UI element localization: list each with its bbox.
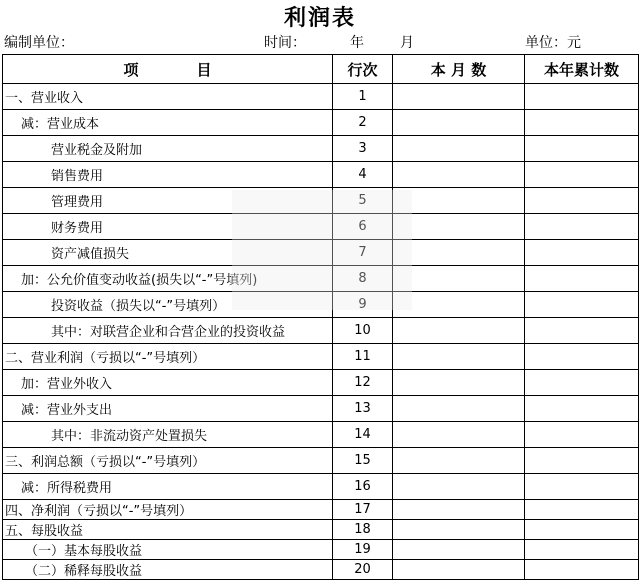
- time-label: 时间：: [264, 35, 306, 51]
- cell-ytd[interactable]: [525, 560, 639, 580]
- cell-this-month[interactable]: [393, 266, 525, 292]
- header-item: [3, 55, 333, 84]
- table-row: [3, 520, 639, 540]
- table-row: [3, 84, 639, 110]
- header-ytd: 本年累计数: [525, 55, 639, 84]
- income-statement-table: [2, 54, 639, 580]
- row-line-number: 19: [333, 540, 393, 560]
- cell-this-month[interactable]: [393, 422, 525, 448]
- cell-ytd[interactable]: [525, 110, 639, 136]
- row-line-number: 17: [333, 500, 393, 520]
- header-this-month: 本 月 数: [393, 55, 525, 84]
- cell-ytd[interactable]: [525, 396, 639, 422]
- table-row: [3, 318, 639, 344]
- cell-this-month[interactable]: [393, 370, 525, 396]
- row-item-label: 资产减值损失: [3, 240, 333, 266]
- table-row: [3, 474, 639, 500]
- table-row: [3, 396, 639, 422]
- reporting-unit-label: 编制单位：: [4, 35, 74, 51]
- cell-ytd[interactable]: [525, 162, 639, 188]
- cell-ytd[interactable]: [525, 422, 639, 448]
- table-row: [3, 344, 639, 370]
- year-label: 年: [350, 35, 364, 51]
- cell-ytd[interactable]: [525, 500, 639, 520]
- cell-this-month[interactable]: [393, 110, 525, 136]
- row-line-number: 6: [333, 214, 393, 240]
- table-row: [3, 110, 639, 136]
- cell-ytd[interactable]: [525, 370, 639, 396]
- row-line-number: 2: [333, 110, 393, 136]
- cell-this-month[interactable]: [393, 162, 525, 188]
- row-line-number: 18: [333, 520, 393, 540]
- row-item-label: 销售费用: [3, 162, 333, 188]
- cell-this-month[interactable]: [393, 84, 525, 110]
- cell-this-month[interactable]: [393, 396, 525, 422]
- table-row: [3, 422, 639, 448]
- row-line-number: 13: [333, 396, 393, 422]
- cell-ytd[interactable]: [525, 474, 639, 500]
- row-item-label: 四、净利润（亏损以“-”号填列）: [3, 500, 333, 520]
- currency-unit-label: 单位：元: [525, 35, 581, 51]
- cell-ytd[interactable]: [525, 318, 639, 344]
- row-line-number: 8: [333, 266, 393, 292]
- row-item-label: 减：所得税费用: [3, 474, 333, 500]
- row-item-label: 一、营业收入: [3, 84, 333, 110]
- row-item-label: 减：营业成本: [3, 110, 333, 136]
- row-line-number: 7: [333, 240, 393, 266]
- cell-ytd[interactable]: [525, 214, 639, 240]
- row-line-number: 9: [333, 292, 393, 318]
- table-row: [3, 448, 639, 474]
- row-line-number: 10: [333, 318, 393, 344]
- row-line-number: 15: [333, 448, 393, 474]
- cell-this-month[interactable]: [393, 500, 525, 520]
- cell-ytd[interactable]: [525, 292, 639, 318]
- cell-this-month[interactable]: [393, 318, 525, 344]
- row-item-label: 三、利润总额（亏损以“-”号填列）: [3, 448, 333, 474]
- row-item-label: 投资收益（损失以“-”号填列）: [3, 292, 333, 318]
- cell-ytd[interactable]: [525, 448, 639, 474]
- row-item-label: 减：营业外支出: [3, 396, 333, 422]
- cell-this-month[interactable]: [393, 520, 525, 540]
- cell-ytd[interactable]: [525, 84, 639, 110]
- table-row: [3, 540, 639, 560]
- cell-ytd[interactable]: [525, 188, 639, 214]
- row-item-label: 其中：非流动资产处置损失: [3, 422, 333, 448]
- cell-this-month[interactable]: [393, 474, 525, 500]
- table-header-row: [3, 55, 639, 84]
- table-row: [3, 136, 639, 162]
- table-row: [3, 500, 639, 520]
- row-item-label: （二）稀释每股收益: [3, 560, 333, 580]
- cell-this-month[interactable]: [393, 560, 525, 580]
- cell-this-month[interactable]: [393, 240, 525, 266]
- cell-this-month[interactable]: [393, 292, 525, 318]
- row-line-number: 11: [333, 344, 393, 370]
- row-line-number: 14: [333, 422, 393, 448]
- faint-watermark: [232, 190, 412, 310]
- row-item-label: 其中：对联营企业和合营企业的投资收益: [3, 318, 333, 344]
- header-line-no: 行次: [333, 55, 393, 84]
- cell-ytd[interactable]: [525, 240, 639, 266]
- cell-this-month[interactable]: [393, 344, 525, 370]
- cell-ytd[interactable]: [525, 520, 639, 540]
- cell-ytd[interactable]: [525, 344, 639, 370]
- row-item-label: 财务费用: [3, 214, 333, 240]
- month-label: 月: [400, 35, 414, 51]
- cell-this-month[interactable]: [393, 540, 525, 560]
- row-line-number: 20: [333, 560, 393, 580]
- row-item-label: （一）基本每股收益: [3, 540, 333, 560]
- row-line-number: 3: [333, 136, 393, 162]
- table-row: [3, 370, 639, 396]
- cell-this-month[interactable]: [393, 136, 525, 162]
- cell-ytd[interactable]: [525, 540, 639, 560]
- row-line-number: 5: [333, 188, 393, 214]
- row-line-number: 4: [333, 162, 393, 188]
- cell-this-month[interactable]: [393, 214, 525, 240]
- row-line-number: 12: [333, 370, 393, 396]
- row-item-label: 管理费用: [3, 188, 333, 214]
- row-item-label: 五、每股收益: [3, 520, 333, 540]
- row-item-label: 加：公允价值变动收益(损失以“-”号填列): [3, 266, 333, 292]
- table-row: [3, 162, 639, 188]
- header-item-b: 目: [196, 60, 212, 79]
- header-item-a: 项: [123, 60, 139, 79]
- cell-ytd[interactable]: [525, 136, 639, 162]
- cell-this-month[interactable]: [393, 448, 525, 474]
- cell-this-month[interactable]: [393, 188, 525, 214]
- row-line-number: 1: [333, 84, 393, 110]
- row-item-label: 加：营业外收入: [3, 370, 333, 396]
- row-item-label: 二、营业利润（亏损以“-”号填列）: [3, 344, 333, 370]
- page-title: 利润表: [283, 6, 356, 31]
- table-row: [3, 560, 639, 580]
- cell-ytd[interactable]: [525, 266, 639, 292]
- row-item-label: 营业税金及附加: [3, 136, 333, 162]
- row-line-number: 16: [333, 474, 393, 500]
